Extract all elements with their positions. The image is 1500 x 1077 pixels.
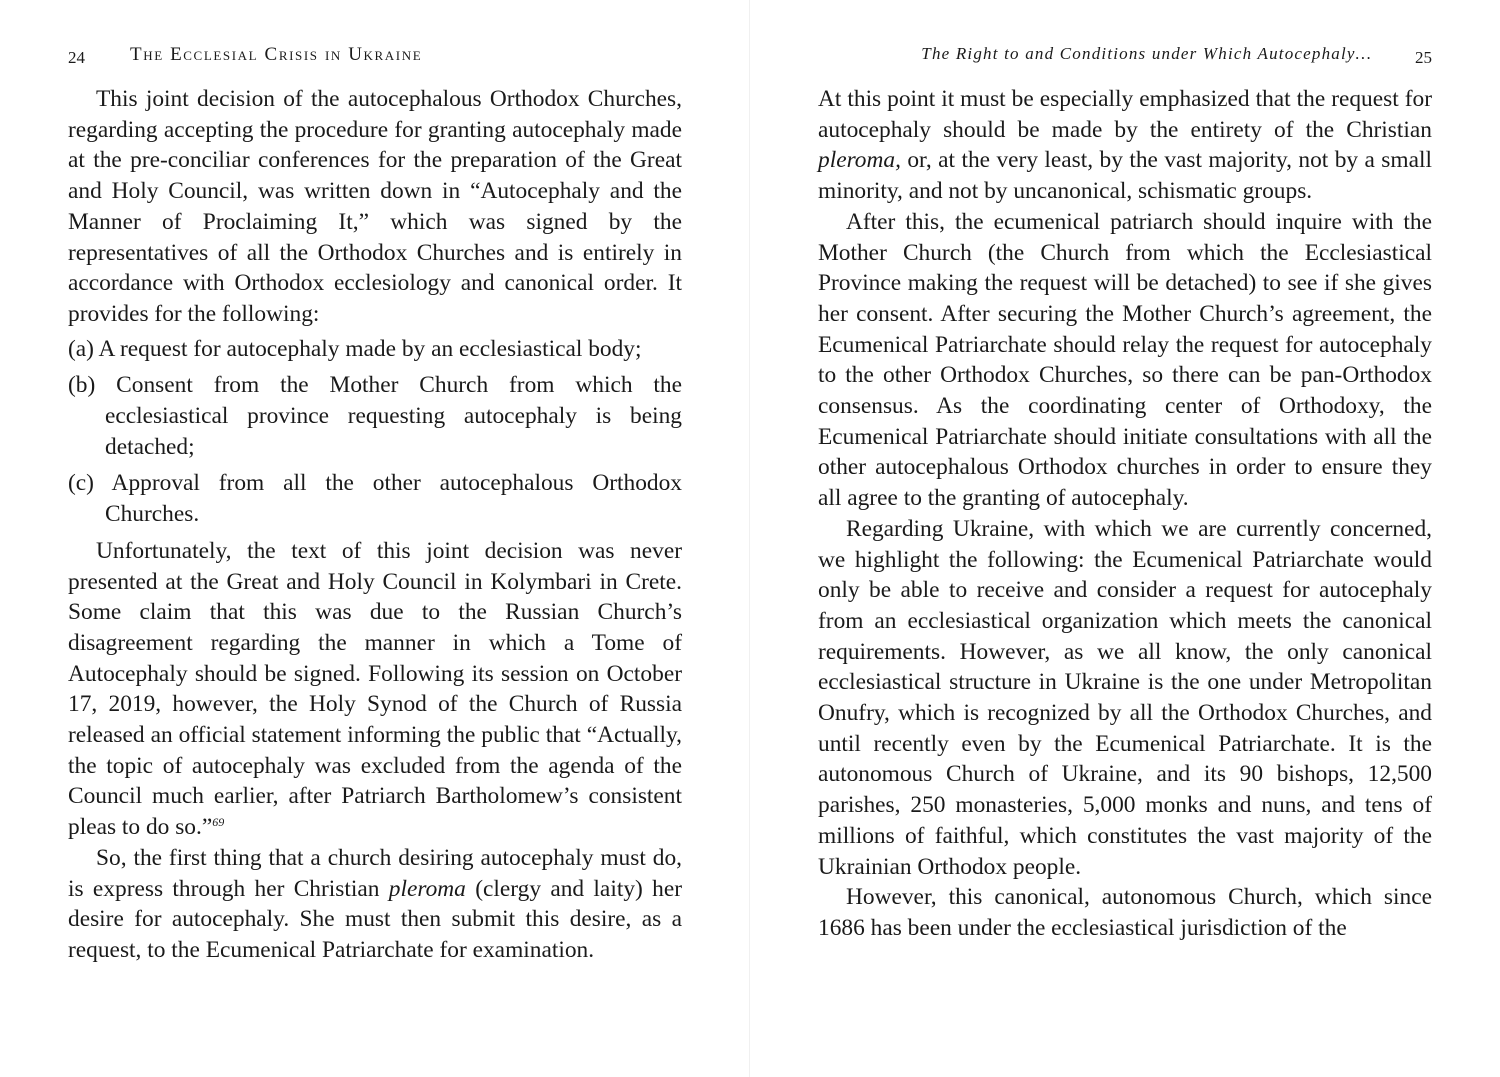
right-page — [750, 0, 1500, 1077]
paragraph: However, this canonical, autonomous Church, which since 1686 has been under the ecclesiastical jurisdiction of the — [818, 884, 1432, 941]
body-text — [68, 84, 682, 966]
body-text — [818, 84, 1432, 944]
list-item: (c) Approval from all the other autocephalous Orthodox Churches. — [68, 470, 682, 528]
footnote-reference[interactable]: 69 — [212, 815, 225, 830]
paragraph: So, the first thing that a church desiring autocephaly must do, is express through her Christian pleroma (clergy and laity) her desire for autocephaly. She must then submit this desire, as a request, to the Ecumenical Patriarchate for examination. — [68, 844, 682, 963]
list-item: (a) A request for autocephaly made by an ecclesiastical body; — [68, 335, 642, 362]
list-item: (b) Consent from the Mother Church from which the ecclesiastical province requesting autocephaly is being detached; — [68, 372, 682, 460]
running-head: The Right to and Conditions under Which Autocephaly… — [921, 44, 1372, 63]
paragraph: Unfortunately, the text of this joint decision was never presented at the Great and Holy Council in Kolymbari in Crete. Some claim that this was due to the Russian Church’s disagreement regarding the manner in which a Tome of Autocephaly should be signed. Following its session on October 17, 2019, however, the Holy Synod of the Church of Russia released an official statement informing the public that “Actually, the topic of autocephaly was excluded from the agenda of the Council much earlier, after Patriarch Bartholomew’s consistent pleas to do so.”$^{69}$ — [68, 537, 682, 841]
page-number: 25 — [1415, 48, 1432, 67]
paragraph: Regarding Ukraine, with which we are currently concerned, we highlight the following: the Ecumenical Patriarchate would only be able to receive and consider a request for autocephaly from an ecclesiastical organization which meets the canonical requirements. However, as we all know, the only canonical ecclesiastical structure in Ukraine is the one under Metropolitan Onufry, which is recognized by all the Orthodox Churches, and until recently even by the Ecumenical Patriarchate. It is the autonomous Church of Ukraine, and its 90 bishops, 12,500 parishes, 250 monasteries, 5,000 monks and nuns, and tens of millions of faithful, which constitutes the vast majority of the Ukrainian Orthodox people. — [818, 515, 1432, 880]
paragraph: After this, the ecumenical patriarch should inquire with the Mother Church (the Church from which the Ecclesiastical Province making the request will be detached) to see if she gives her consent. After securing the Mother Church’s agreement, the Ecumenical Patriarchate should relay the request for autocephaly to the other Orthodox Churches, so there can be pan-Orthodox consensus. As the coordinating center of Orthodoxy, the Ecumenical Patriarchate should initiate consultations with all the other autocephalous Orthodox churches in order to ensure they all agree to the granting of autocephaly. — [818, 208, 1432, 512]
running-head: The Ecclesial Crisis in Ukraine — [130, 44, 423, 65]
paragraph: This joint decision of the autocephalous Orthodox Churches, regarding accepting the procedure for granting autocephaly made at the pre-conciliar conferences for the preparation of the Great and Holy Council, was written down in “Autocephaly and the Manner of Proclaiming It,” which was signed by the representatives of all the Orthodox Churches and is entirely in accordance with Orthodox ecclesiology and canonical order. It provides for the following: — [68, 86, 682, 327]
paragraph: At this point it must be especially emphasized that the request for autocephaly should be made by the entirety of the Christian pleroma, or, at the very least, by the vast majority, not by a small minority, and not by uncanonical, schismatic groups. — [818, 86, 1432, 205]
page-number: 24 — [68, 48, 85, 67]
